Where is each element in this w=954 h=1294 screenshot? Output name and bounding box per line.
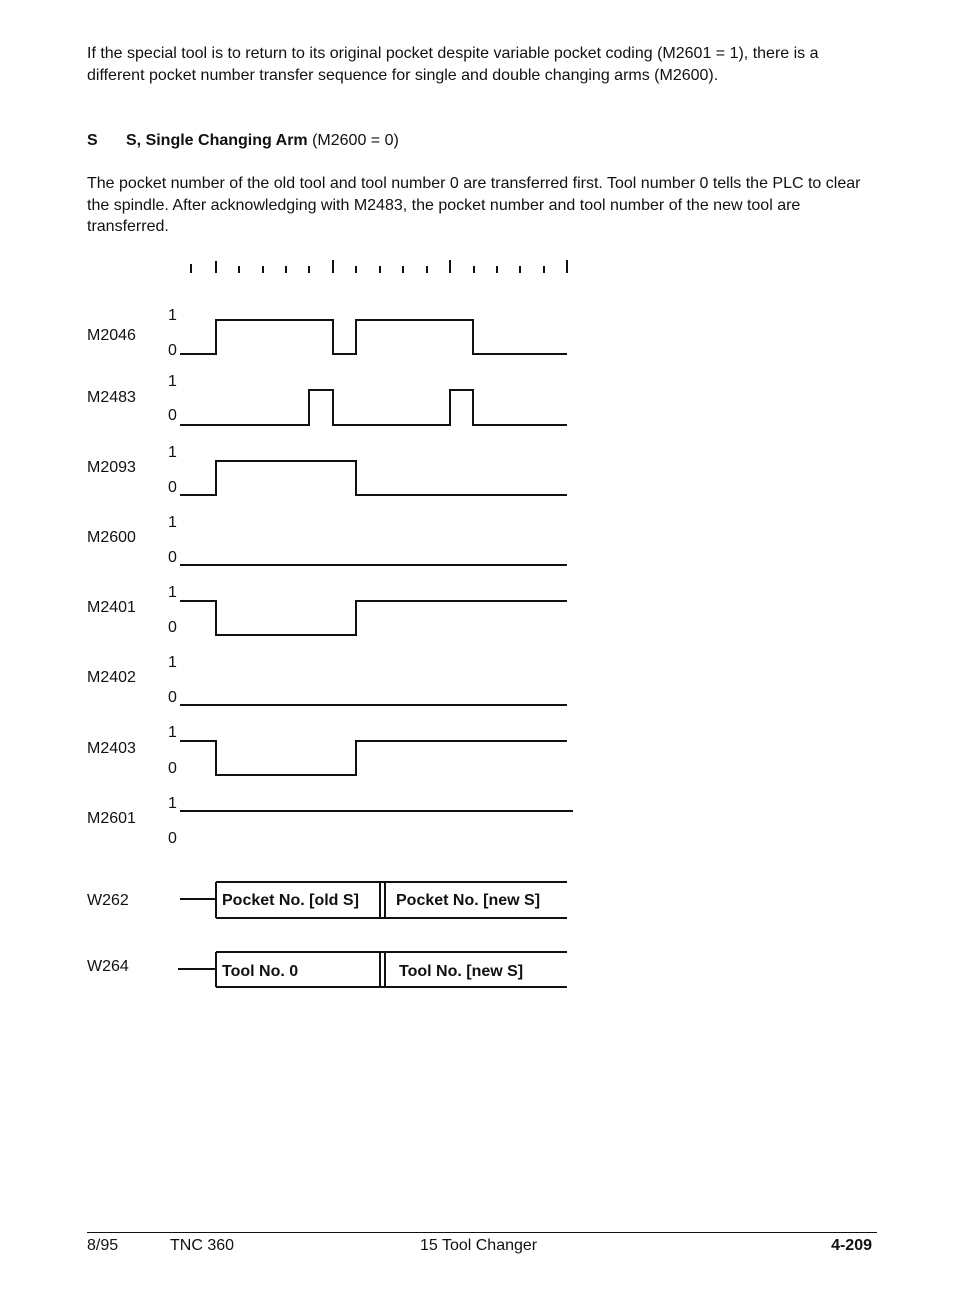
waveforms: [180, 320, 573, 811]
waveform-m2483: [180, 390, 567, 425]
description-paragraph: The pocket number of the old tool and tool number 0 are transferred first. Tool number 0 tells the PLC to clear the spindle. After acknowledging with M2483, the pocket number and tool number of the new tool are transferred.: [87, 175, 861, 235]
signal-label-m2402: M2402: [87, 669, 136, 686]
signal-label-m2093: M2093: [87, 459, 136, 476]
intro-paragraph: If the special tool is to return to its original pocket despite variable pocket coding (M2601 = 1), there is a different pocket number transfer sequence for single and double changing arms (M2600).: [87, 45, 819, 84]
signal-label-m2601: M2601: [87, 810, 136, 827]
footer-page-number: 4-209: [831, 1237, 872, 1254]
signal-label-m2403: M2403: [87, 740, 136, 757]
heading-letter: S: [87, 132, 98, 149]
level-low-m2093: 0: [168, 479, 177, 496]
time-scale: [191, 260, 567, 273]
word-w264: [178, 952, 567, 987]
waveform-m2093: [180, 461, 567, 495]
signal-label-m2401: M2401: [87, 599, 136, 616]
word-w262: [180, 882, 567, 918]
signal-label-m2046: M2046: [87, 327, 136, 344]
level-high-m2600: 1: [168, 514, 177, 531]
level-low-m2046: 0: [168, 342, 177, 359]
level-high-m2402: 1: [168, 654, 177, 671]
heading-title: S, Single Changing Arm: [126, 132, 308, 149]
signal-labels: [87, 327, 136, 975]
level-high-m2403: 1: [168, 724, 177, 741]
level-low-m2402: 0: [168, 689, 177, 706]
waveform-m2403: [180, 741, 567, 775]
footer-chapter: 15 Tool Changer: [420, 1237, 538, 1254]
level-high-m2046: 1: [168, 307, 177, 324]
w262-first-value: Pocket No. [old S]: [222, 892, 359, 909]
level-high-m2601: 1: [168, 795, 177, 812]
level-low-m2601: 0: [168, 830, 177, 847]
footer-date: 8/95: [87, 1237, 119, 1254]
level-high-m2093: 1: [168, 444, 177, 461]
signal-label-m2600: M2600: [87, 529, 136, 546]
waveform-m2046: [180, 320, 567, 354]
w262-second-value: Pocket No. [new S]: [396, 892, 541, 909]
level-low-m2600: 0: [168, 549, 177, 566]
level-low-m2401: 0: [168, 619, 177, 636]
waveform-m2401: [180, 601, 567, 635]
w264-first-value: Tool No. 0: [222, 963, 299, 980]
level-high-m2483: 1: [168, 373, 177, 390]
word-label-w264: W264: [87, 958, 129, 975]
w264-second-value: Tool No. [new S]: [399, 963, 524, 980]
heading-condition: (M2600 = 0): [307, 132, 399, 149]
level-high-m2401: 1: [168, 584, 177, 601]
footer-model: TNC 360: [170, 1237, 235, 1254]
footer-divider: [87, 1232, 877, 1233]
signal-label-m2483: M2483: [87, 389, 136, 406]
level-low-m2483: 0: [168, 407, 177, 424]
level-labels: [168, 307, 177, 847]
word-label-w262: W262: [87, 892, 129, 909]
level-low-m2403: 0: [168, 760, 177, 777]
